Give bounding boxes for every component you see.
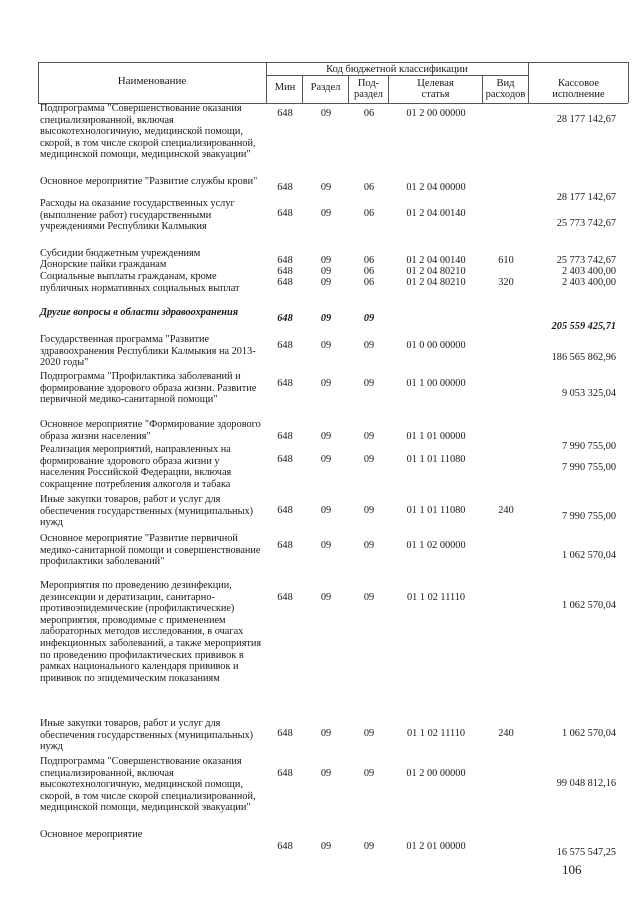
row-razdel: 09 — [320, 540, 332, 551]
row-min: 648 — [277, 592, 293, 603]
row-name: Другие вопросы в области здравоохранения — [40, 307, 239, 318]
row-celevaya-statya: 01 2 00 00000 — [406, 768, 466, 779]
row-name: Социальные выплаты гражданам, кроме публичных нормативных социальных выплат — [40, 271, 240, 294]
row-razdel: 09 — [320, 208, 332, 219]
row-amount: 16 575 547,25 — [556, 847, 616, 858]
row-razdel: 09 — [320, 841, 332, 852]
row-amount: 1 062 570,04 — [561, 600, 616, 611]
row-name: Мероприятия по проведению дезинфекции, дезинсекции и дератизации, санитарно-противоэпидемические (профилактические) мероприятия, проводимые с применением лабораторных методов исследования, в очагах инфекционных заболеваний, а также мероприятия по проведению профилактических прививок в рамках национального календаря прививок и прививок по эпидемическим показаниям — [40, 580, 262, 684]
row-vid-rashodov: 320 — [498, 277, 514, 288]
row-razdel: 09 — [320, 454, 332, 465]
row-name: Основное мероприятие "Развитие первичной медико-санитарной помощи и совершенствование профилактики заболеваний" — [40, 533, 261, 568]
row-min: 648 — [277, 108, 293, 119]
row-min: 648 — [277, 768, 293, 779]
row-amount: 1 062 570,04 — [561, 728, 616, 739]
row-name: Подпрограмма "Совершенствование оказания специализированной, включая высокотехнологичную, медицинской помощи, скорой, в том числе скорой специализированной, медицинской помощи, медицинской эвакуации" — [40, 756, 256, 814]
row-name: Иные закупки товаров, работ и услуг для обеспечения государственных (муниципальных) нужд — [40, 718, 254, 753]
row-min: 648 — [277, 728, 293, 739]
row-name: Донорские пайки гражданам — [40, 259, 167, 270]
row-vid-rashodov: 610 — [498, 255, 514, 266]
row-amount: 99 048 812,16 — [556, 778, 616, 789]
row-amount: 7 990 755,00 — [561, 511, 616, 522]
row-amount: 186 565 862,96 — [551, 352, 616, 363]
row-name: Расходы на оказание государственных услуг (выполнение работ) государственными учреждениями Республики Калмыкия — [40, 198, 235, 233]
row-vid-rashodov: 240 — [498, 728, 514, 739]
row-amount: 2 403 400,00 — [561, 277, 616, 288]
row-amount: 25 773 742,67 — [556, 255, 616, 266]
row-celevaya-statya: 01 2 04 80210 — [406, 266, 466, 277]
row-razdel: 09 — [320, 277, 332, 288]
header-name: Наименование — [117, 75, 187, 87]
row-min: 648 — [277, 340, 293, 351]
row-amount: 28 177 142,67 — [556, 192, 616, 203]
row-celevaya-statya: 01 1 00 00000 — [406, 378, 466, 389]
row-celevaya-statya: 01 1 02 11110 — [406, 728, 466, 739]
row-podrazdel: 09 — [363, 728, 375, 739]
header-vid: Вид расходов — [485, 78, 526, 100]
row-podrazdel: 09 — [363, 378, 375, 389]
row-name: Государственная программа "Развитие здравоохранения Республики Калмыкия на 2013-2020 годы" — [40, 334, 256, 369]
table-top-border — [38, 62, 628, 63]
row-razdel: 09 — [320, 431, 332, 442]
row-amount: 2 403 400,00 — [561, 266, 616, 277]
page-number: 106 — [562, 862, 582, 877]
row-razdel: 09 — [320, 592, 332, 603]
row-name: Основное мероприятие "Формирование здорового образа жизни населения" — [40, 419, 261, 442]
row-razdel: 09 — [320, 313, 332, 324]
row-name: Подпрограмма "Профилактика заболеваний и формирование здорового образа жизни. Развитие первичной медико-санитарной помощи" — [40, 371, 257, 406]
row-razdel: 09 — [320, 266, 332, 277]
row-razdel: 09 — [320, 378, 332, 389]
row-min: 648 — [277, 182, 293, 193]
header-kassa: Кассовое исполнение — [552, 78, 605, 100]
row-podrazdel: 06 — [363, 277, 375, 288]
row-amount: 7 990 755,00 — [561, 462, 616, 473]
header-celevaya: Целевая статья — [417, 78, 454, 100]
row-min: 648 — [277, 313, 293, 324]
row-name: Субсидии бюджетным учреждениям — [40, 248, 201, 259]
row-podrazdel: 06 — [363, 266, 375, 277]
row-celevaya-statya: 01 2 04 80210 — [406, 277, 466, 288]
row-celevaya-statya: 01 2 00 00000 — [406, 108, 466, 119]
col-divider-1 — [38, 62, 39, 103]
row-celevaya-statya: 01 2 01 00000 — [406, 841, 466, 852]
row-amount: 25 773 742,67 — [556, 218, 616, 229]
row-razdel: 09 — [320, 182, 332, 193]
row-amount: 205 559 425,71 — [551, 321, 616, 332]
row-celevaya-statya: 01 1 01 11080 — [406, 454, 466, 465]
row-name: Подпрограмма "Совершенствование оказания специализированной, включая высокотехнологичную, медицинской помощи, скорой, в том числе скорой специализированной, медицинской помощи, медицинской эвакуации" — [40, 103, 256, 161]
row-min: 648 — [277, 841, 293, 852]
row-name: Реализация мероприятий, направленных на формирование здорового образа жизни у населения Российской Федерации, включая сокращение потребления алкоголя и табака — [40, 444, 232, 490]
row-celevaya-statya: 01 1 01 11080 — [406, 505, 466, 516]
row-razdel: 09 — [320, 728, 332, 739]
row-vid-rashodov: 240 — [498, 505, 514, 516]
row-min: 648 — [277, 277, 293, 288]
row-min: 648 — [277, 505, 293, 516]
col-divider-2 — [266, 62, 267, 103]
row-min: 648 — [277, 454, 293, 465]
row-min: 648 — [277, 378, 293, 389]
row-podrazdel: 06 — [363, 108, 375, 119]
row-min: 648 — [277, 208, 293, 219]
row-min: 648 — [277, 540, 293, 551]
row-razdel: 09 — [320, 108, 332, 119]
row-name: Иные закупки товаров, работ и услуг для обеспечения государственных (муниципальных) нужд — [40, 494, 254, 529]
row-min: 648 — [277, 255, 293, 266]
header-razdel: Раздел — [310, 82, 341, 93]
row-celevaya-statya: 01 0 00 00000 — [406, 340, 466, 351]
row-podrazdel: 06 — [363, 208, 375, 219]
row-celevaya-statya: 01 1 02 11110 — [406, 592, 466, 603]
row-podrazdel: 09 — [363, 454, 375, 465]
row-razdel: 09 — [320, 768, 332, 779]
row-celevaya-statya: 01 1 02 00000 — [406, 540, 466, 551]
row-amount: 28 177 142,67 — [556, 114, 616, 125]
row-podrazdel: 09 — [363, 313, 375, 324]
row-amount: 1 062 570,04 — [561, 550, 616, 561]
row-podrazdel: 09 — [363, 540, 375, 551]
header-code-group: Код бюджетной классификации — [326, 64, 468, 75]
col-divider-8 — [628, 62, 629, 103]
row-podrazdel: 06 — [363, 182, 375, 193]
row-min: 648 — [277, 266, 293, 277]
row-celevaya-statya: 01 1 01 00000 — [406, 431, 466, 442]
row-podrazdel: 06 — [363, 255, 375, 266]
row-podrazdel: 09 — [363, 768, 375, 779]
row-amount: 7 990 755,00 — [561, 441, 616, 452]
row-amount: 9 053 325,04 — [561, 388, 616, 399]
row-min: 648 — [277, 431, 293, 442]
row-razdel: 09 — [320, 255, 332, 266]
row-podrazdel: 09 — [363, 340, 375, 351]
code-group-divider — [266, 75, 528, 76]
row-razdel: 09 — [320, 340, 332, 351]
row-podrazdel: 09 — [363, 841, 375, 852]
row-podrazdel: 09 — [363, 505, 375, 516]
row-celevaya-statya: 01 2 04 00140 — [406, 208, 466, 219]
row-celevaya-statya: 01 2 04 00140 — [406, 255, 466, 266]
row-name: Основное мероприятие — [40, 829, 143, 840]
row-podrazdel: 09 — [363, 592, 375, 603]
row-podrazdel: 09 — [363, 431, 375, 442]
header-podrazdel: Под- раздел — [353, 78, 384, 100]
row-celevaya-statya: 01 2 04 00000 — [406, 182, 466, 193]
header-min: Мин — [274, 82, 296, 93]
row-name: Основное мероприятие "Развитие службы крови" — [40, 176, 258, 187]
row-razdel: 09 — [320, 505, 332, 516]
